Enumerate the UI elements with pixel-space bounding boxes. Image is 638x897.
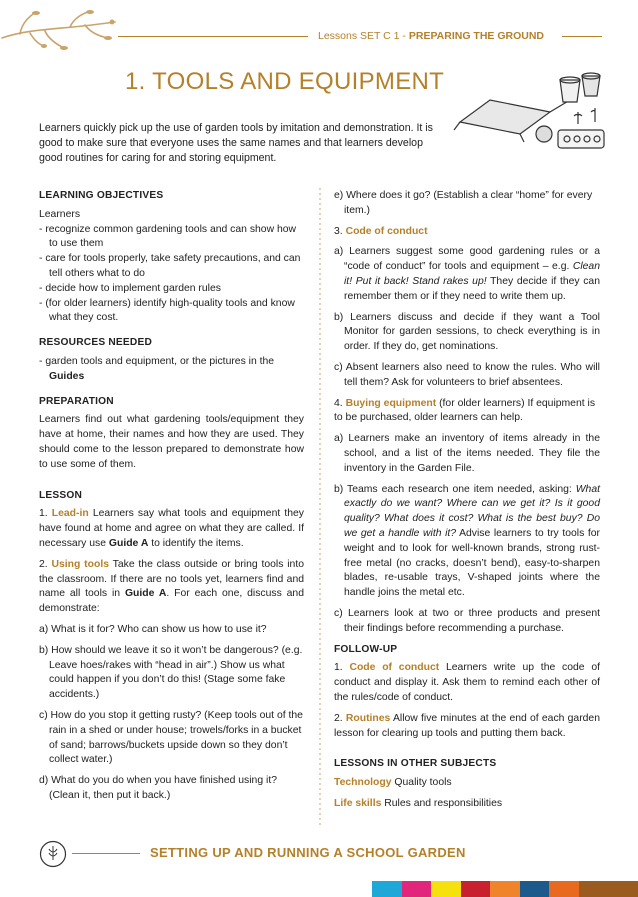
question-item: a) What is it for? Who can show us how to use it? [39, 623, 267, 635]
code-of-conduct-heading: 3. Code of conduct [334, 225, 428, 237]
header-rule-right [562, 36, 602, 37]
using-tools-paragraph: 2. Using tools Take the class outside or bring tools into the classroom. If there are no tools yet, learners find and name all tools in Guide A. For each one, discuss and demonstrate: [39, 558, 305, 615]
buying-item-b: b) Teams each research one item needed, asking: What exactly do we want? Where can we get it? Is it good quality? What does it cost? What is the best buy? Do we get a handle with it? Advise learners to try tools for weight and to look for well-known brands, strong rust-free metal (no cracks, doesn’t bend), easy-to-sharpen blades, re-usable trays, V-shaped joints where the handle joins the metal etc. [334, 483, 600, 599]
question-item: b) How should we leave it so it won’t be dangerous? (e.g. Leave hoes/rakes with “head in air”.) Show us what could happen if you don’t do this! (Stage some fake accidents.) [39, 644, 303, 701]
branch-decoration-icon [0, 8, 120, 52]
other-subjects-heading: LESSONS IN OTHER SUBJECTS [334, 758, 497, 770]
buying-item-c: c) Learners look at two or three products and present their findings before recommending a purchase. [334, 607, 600, 634]
objective-item: - recognize common gardening tools and can show how to use them [39, 223, 297, 250]
color-stripe [372, 881, 638, 897]
question-item: e) Where does it go? (Establish a clear “home” for every item.) [334, 190, 593, 216]
header-rule-left [118, 36, 308, 37]
fao-logo-icon [39, 840, 67, 868]
footer-rule-left [72, 853, 140, 854]
preparation-text: Learners find out what gardening tools/equipment they have at home, their names and how they are used. They should come to the lesson prepared to demonstrate how to use some of them. [39, 414, 304, 470]
question-item: d) What do you do when you have finished using it? (Clean it, then put it back.) [39, 775, 277, 801]
color-swatch [490, 881, 520, 897]
footer-title: SETTING UP AND RUNNING A SCHOOL GARDEN [150, 845, 466, 860]
conduct-item-a: a) Learners suggest some good gardening rules or a “code of conduct” for tools and equipment – e.g. Clean it! Put it back! Stand rakes up! They decide if they can remember them or if they need to write them up. [334, 246, 600, 302]
life-skills-line: Life skills Rules and responsibilities [334, 797, 503, 809]
conduct-item-b: b) Learners discuss and decide if they want a Tool Monitor for garden sessions, to check everything is in order. If they do, get nominations. [334, 311, 600, 353]
garden-tools-illustration [450, 72, 610, 162]
objective-item: - decide how to implement garden rules [39, 282, 221, 294]
objective-item: - care for tools properly, take safety precautions, and can tell others what to do [39, 253, 301, 279]
page-title: 1. TOOLS AND EQUIPMENT [125, 68, 445, 95]
color-swatch [579, 881, 638, 897]
left-column [39, 189, 304, 810]
color-swatch [549, 881, 579, 897]
buying-equipment-paragraph: 4. Buying equipment (for older learners) If equipment is to be purchased, older learners can help. [334, 397, 596, 424]
conduct-item-c: c) Absent learners also need to know the rules. Who will tell them? Ask for volunteers to brief absentees. [334, 361, 600, 388]
column-divider [319, 188, 321, 828]
intro-paragraph: Learners quickly pick up the use of garden tools by imitation and demonstration. It is good to make sure that everyone uses the same names and that learners develop good routines for caring for and storing equipment. [39, 122, 433, 164]
color-swatch [461, 881, 491, 897]
resources-heading: RESOURCES NEEDED [39, 337, 153, 349]
follow-up-heading: FOLLOW-UP [334, 643, 398, 655]
learning-objectives-heading: LEARNING OBJECTIVES [39, 190, 164, 201]
color-swatch [372, 881, 402, 897]
header-lesson-label: Lessons SET C 1 - PREPARING THE GROUND [318, 30, 545, 42]
lesson-heading: LESSON [39, 489, 83, 501]
right-column [334, 189, 600, 818]
preparation-heading: PREPARATION [39, 395, 114, 407]
technology-line: Technology Quality tools [334, 777, 452, 789]
buying-item-a: a) Learners make an inventory of items already in the school, and a list of the items needed. They file the inventory in the Garden File. [334, 433, 600, 474]
color-swatch [402, 881, 432, 897]
objective-item: - (for older learners) identify high-quality tools and know what they cost. [39, 297, 295, 324]
color-swatch [520, 881, 550, 897]
question-item: c) How do you stop it getting rusty? (Keep tools out of the rain in a shed or under house; trowels/forks in a bucket of sand; barrows/buckets upside down so they don’t collect water.) [39, 709, 303, 766]
follow-up-item-2: 2. Routines Allow five minutes at the end of each garden lesson for clearing up tools and putting them back. [334, 712, 600, 739]
objectives-lead: Learners [39, 208, 81, 220]
lead-in-paragraph: 1. Lead-in Learners say what tools and equipment they have found at home and agree on what they are called. If necessary use Guide A to identify the items. [39, 508, 304, 549]
color-swatch [431, 881, 461, 897]
follow-up-item-1: 1. Code of conduct Learners write up the code of conduct and display it. Ask them to remind each other of the rules/code of conduct. [334, 662, 601, 703]
resources-text: - garden tools and equipment, or the pictures in the Guides [39, 355, 275, 382]
